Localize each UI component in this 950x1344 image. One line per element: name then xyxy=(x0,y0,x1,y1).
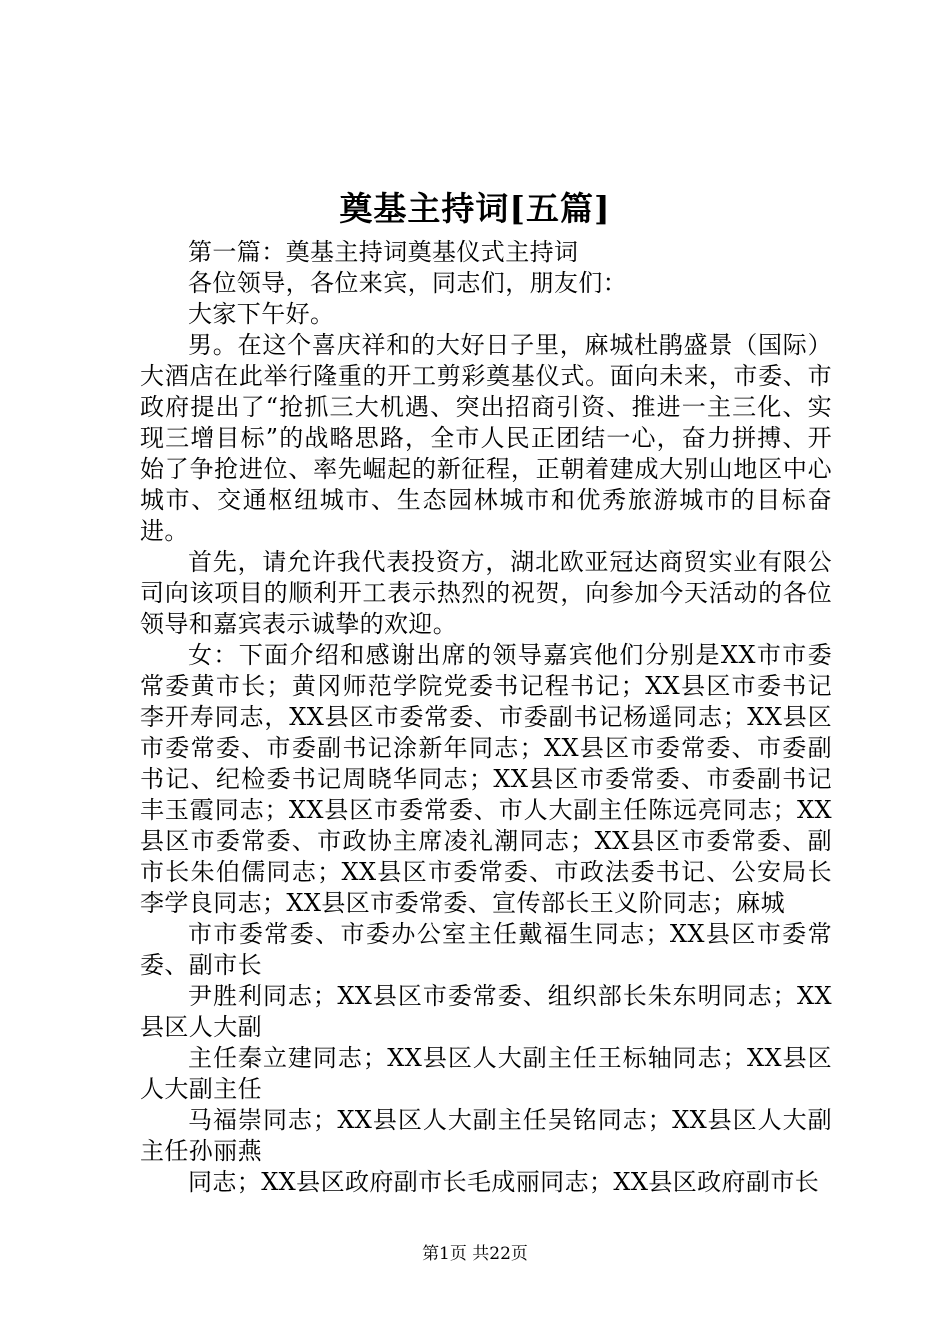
paragraph: 女：下面介绍和感谢出席的领导嘉宾他们分别是XX市市委常委黄市长；黄冈师范学院党委书记程书记；XX县区市委书记李开寿同志，XX县区市委常委、市委副书记杨遥同志；XX县区市委常委、市委副书记涂新年同志；XX县区市委常委、市委副书记、纪检委书记周晓华同志；XX县区市委常委、市委副书记丰玉霞同志；XX县区市委常委、市人大副主任陈远亮同志；XX县区市委常委、市政协主席凌礼潮同志；XX县区市委常委、副市长朱伯儒同志；XX县区市委常委、市政法委书记、公安局长李学良同志；XX县区市委常委、宣传部长王义阶同志；麻城 xyxy=(140,641,832,917)
paragraph: 主任秦立建同志；XX县区人大副主任王标轴同志；XX县区人大副主任 xyxy=(140,1044,832,1103)
paragraph: 马福崇同志；XX县区人大副主任吴铭同志；XX县区人大副主任孙丽燕 xyxy=(140,1106,832,1165)
page-number: 第1页 共22页 xyxy=(422,1244,528,1264)
document-title: 奠基主持词[五篇] xyxy=(339,189,611,228)
paragraph: 市市委常委、市委办公室主任戴福生同志；XX县区市委常委、副市长 xyxy=(140,920,832,979)
paragraph: 尹胜利同志；XX县区市委常委、组织部长朱东明同志；XX县区人大副 xyxy=(140,982,832,1041)
paragraph: 同志；XX县区政府副市长毛成丽同志；XX县区政府副市长 xyxy=(188,1168,820,1196)
paragraph: 第一篇：奠基主持词奠基仪式主持词 xyxy=(188,238,579,266)
paragraph: 大家下午好。 xyxy=(188,300,335,328)
paragraph: 首先，请允许我代表投资方，湖北欧亚冠达商贸实业有限公司向该项目的顺利开工表示热烈的祝贺，向参加今天活动的各位领导和嘉宾表示诚挚的欢迎。 xyxy=(140,548,832,638)
paragraph: 男。在这个喜庆祥和的大好日子里，麻城杜鹃盛景（国际）大酒店在此举行隆重的开工剪彩奠基仪式。面向未来，市委、市政府提出了“抢抓三大机遇、突出招商引资、推进一主三化、实现三增目标”的战略思路，全市人民正团结一心，奋力拼搏、开始了争抢进位、率先崛起的新征程，正朝着建成大别山地区中心城市、交通枢纽城市、生态园林城市和优秀旅游城市的目标奋进。 xyxy=(140,331,832,545)
document-body xyxy=(140,237,832,1198)
paragraph: 各位领导，各位来宾，同志们，朋友们： xyxy=(188,269,628,297)
